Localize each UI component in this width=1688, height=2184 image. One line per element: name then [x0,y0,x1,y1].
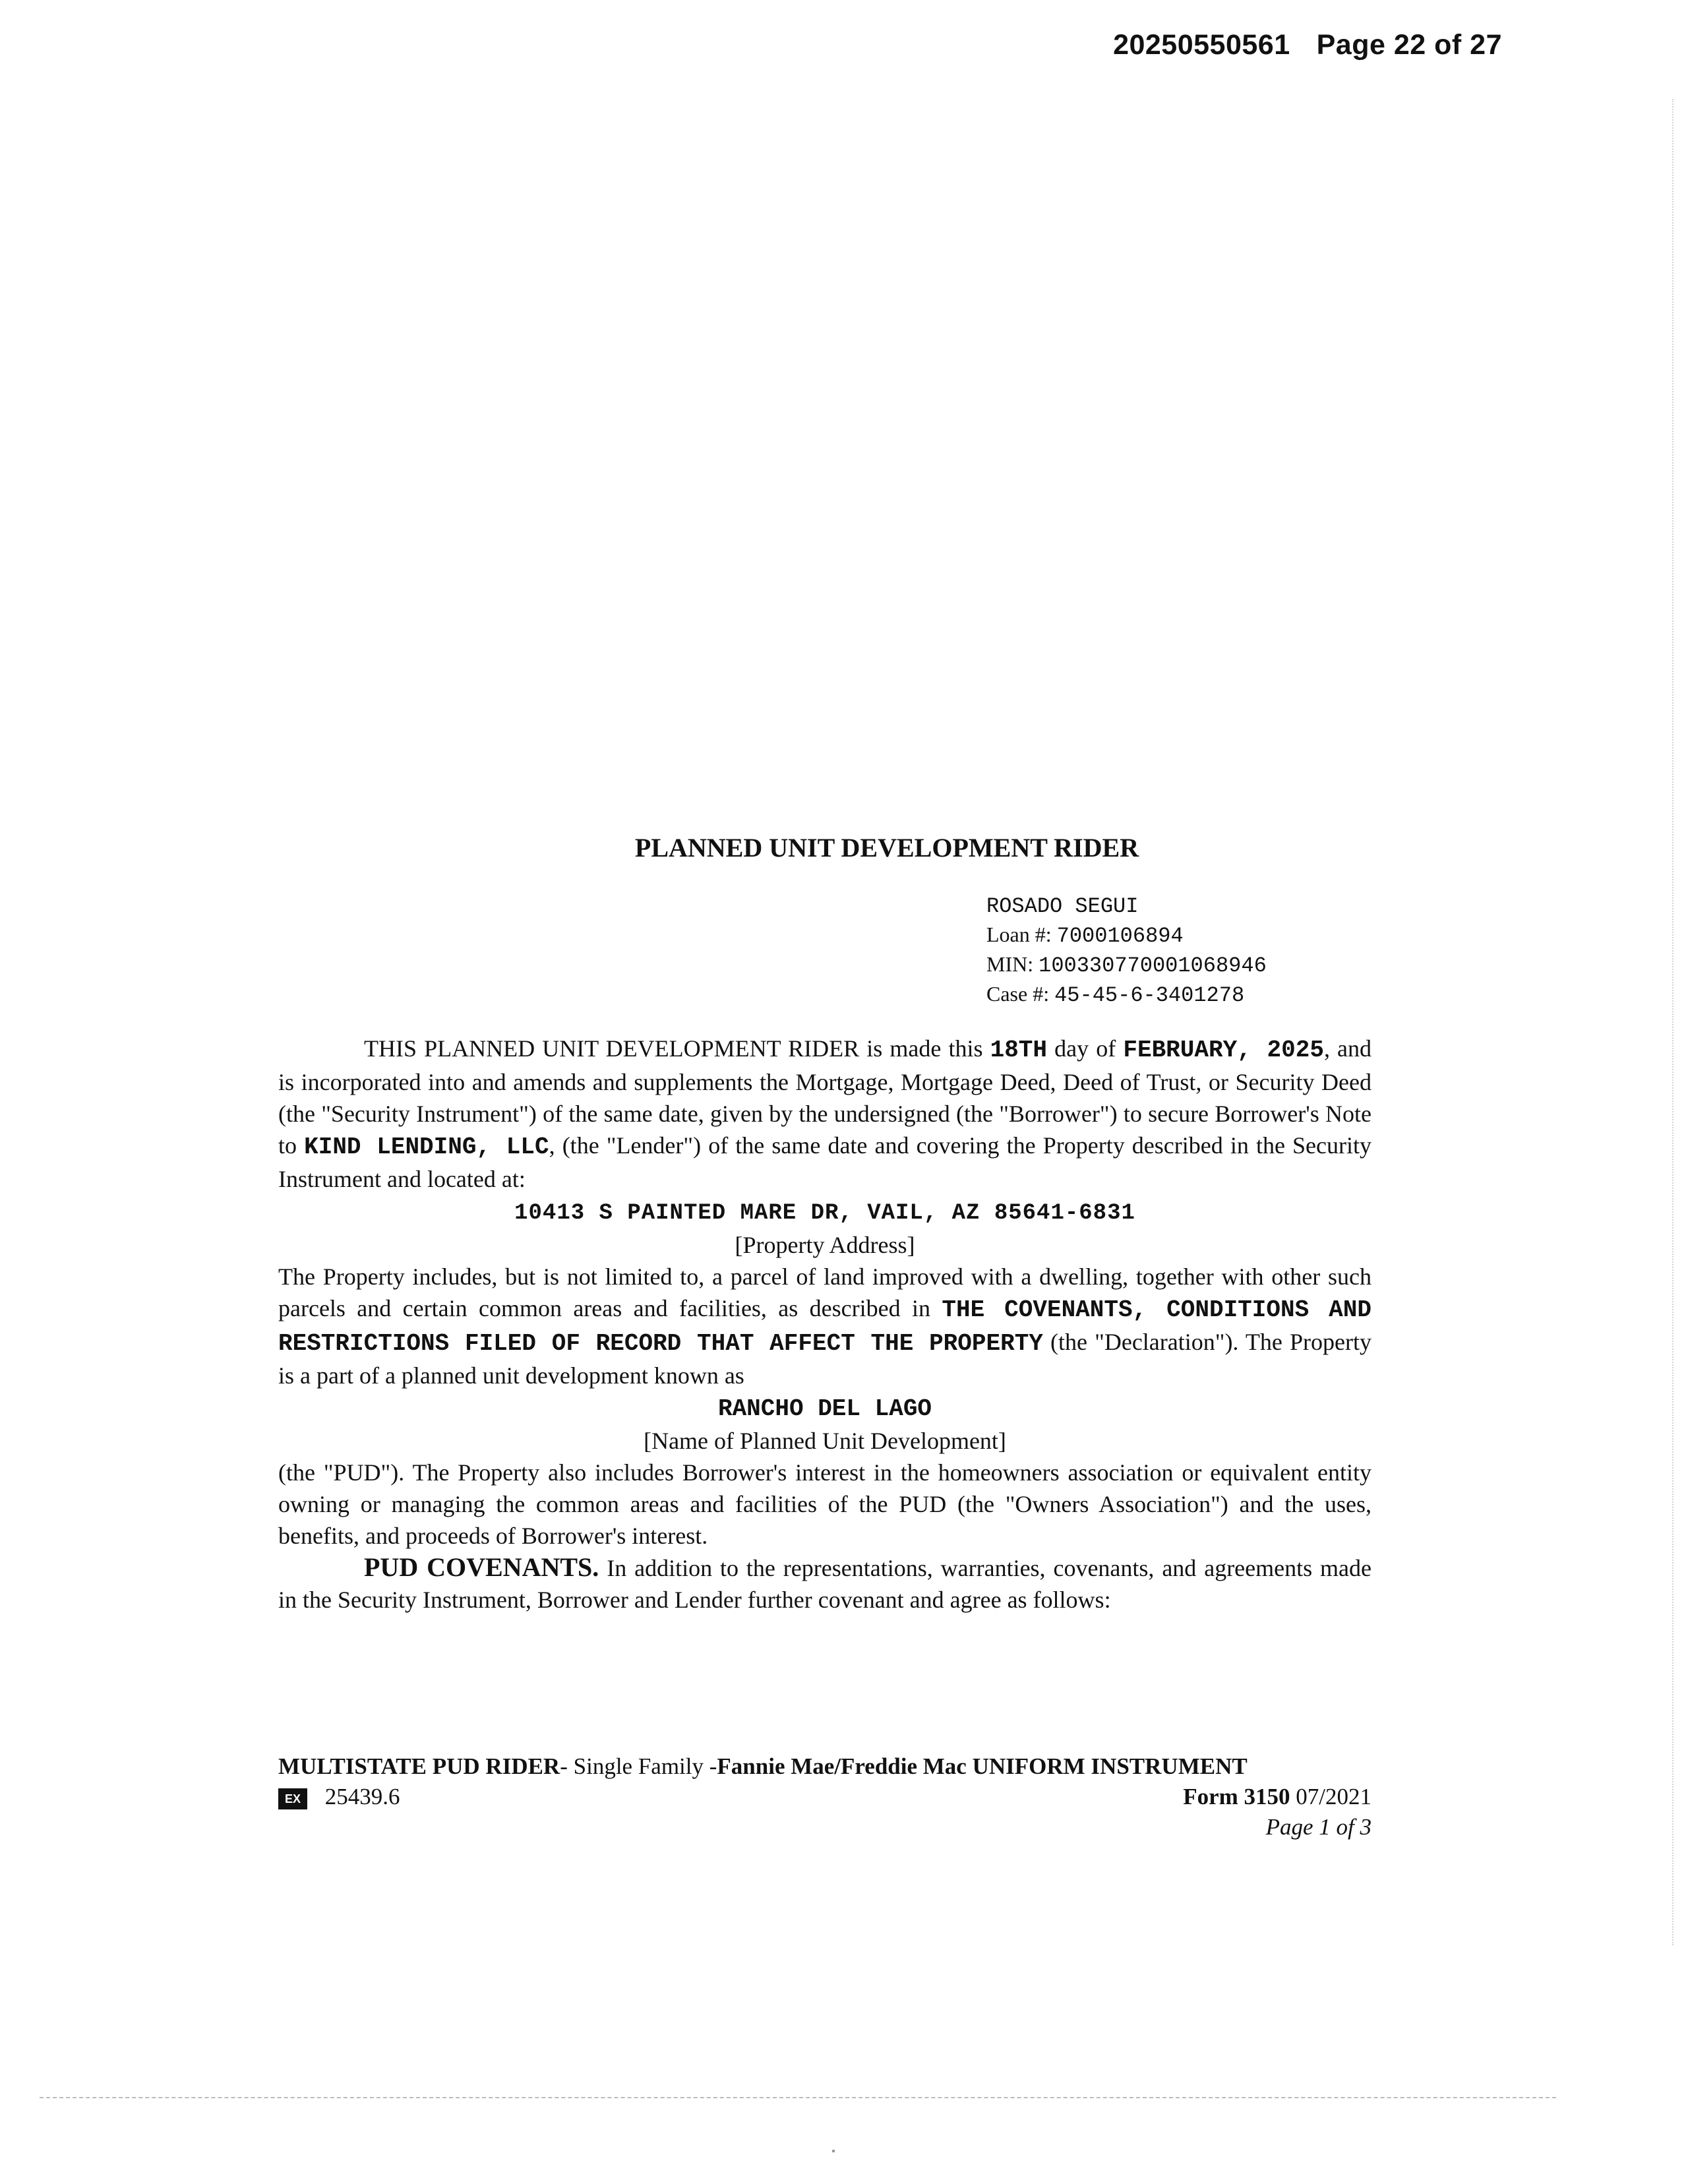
footer-title-b: - Single Family - [560,1753,717,1779]
intro-paragraph [278,1033,1372,1195]
form-footer [278,1751,1372,1842]
property-address: 10413 S PAINTED MARE DR, VAIL, AZ 85641-6831 [514,1201,1135,1226]
pud-paragraph: (the "PUD"). The Property also includes Borrower's interest in the homeowners association or equivalent entity owning or managing the common areas and facilities of the PUD (the "Owners Association") and the uses, benefits, and proceeds of Borrower's interest. [278,1459,1372,1549]
footer-form-row [278,1782,1372,1812]
page-indicator: Page 22 of 27 [1316,29,1502,61]
property-address-caption: [Property Address] [735,1232,915,1258]
document-title: PLANNED UNIT DEVELOPMENT RIDER [634,833,1139,863]
intro-text-a: THIS PLANNED UNIT DEVELOPMENT RIDER is made this [364,1035,983,1062]
footer-title-c: Fannie Mae/Freddie Mac UNIFORM INSTRUMENT [717,1753,1248,1779]
covenants-paragraph [278,1552,1372,1616]
rider-day: 18TH [990,1037,1048,1064]
form-number: Form 3150 [1183,1784,1290,1809]
case-number-value: 45-45-6-3401278 [1054,983,1245,1008]
pud-name: RANCHO DEL LAGO [717,1395,932,1422]
intro-text-b: day of [1054,1035,1116,1062]
footer-title [278,1751,1372,1782]
footer-right [1183,1782,1372,1812]
property-text-a: The Property includes, but is not limited to, a parcel of land improved with a dwelling, together with other such parcels and certain common areas and facilities, as described in [278,1263,1372,1321]
loan-number-value: 7000106894 [1056,924,1184,948]
form-date: 07/2021 [1296,1784,1372,1809]
loan-number-label: Loan #: [986,923,1052,946]
document-number: 20250550561 [1113,29,1290,61]
pud-name-line [278,1391,1372,1425]
property-address-line [278,1195,1372,1229]
covenants-heading: PUD COVENANTS. [364,1552,599,1582]
loan-number-row [986,921,1267,950]
form-page-number: Page 1 of 3 [1265,1814,1372,1840]
rider-month-year: FEBRUARY, 2025 [1123,1037,1324,1064]
footer-left [278,1782,400,1812]
min-value: 100330770001068946 [1039,954,1267,978]
intro-text-d: , (the "Lender") of the same date and covering the Property described in the Security Instrument and located at: [278,1132,1372,1192]
footer-title-a: MULTISTATE PUD RIDER [278,1753,560,1779]
rider-body [278,1033,1372,1616]
borrower-name: ROSADO SEGUI [986,894,1139,919]
ellie-mae-logo-icon: EX [278,1788,307,1809]
borrower-info-block [986,892,1267,1010]
property-paragraph [278,1261,1372,1391]
min-label: MIN: [986,952,1034,976]
min-row [986,950,1267,980]
case-number-label: Case #: [986,982,1050,1006]
scan-artifact-edge [1672,99,1673,1945]
declaration-document: THE COVENANTS, CONDITIONS AND RESTRICTIONS FILED OF RECORD THAT AFFECT THE PROPERTY [278,1296,1372,1357]
covenants-text: In addition to the representations, warranties, covenants, and agreements made in the Security Instrument, Borrower and Lender further covenant and agree as follows: [278,1555,1372,1613]
lender-name: KIND LENDING, LLC [304,1134,549,1161]
scan-artifact-line [40,2097,1556,2098]
case-number-row [986,980,1267,1010]
intro-text-c: , and is incorporated into and amends and supplements the Mortgage, Mortgage Deed, Deed of Trust, or Security Deed (the "Security Instrument") of the same date, given by the undersigned (the "Borrower") to secure Borrower's Note to [278,1035,1372,1159]
recording-stamp [1113,29,1502,61]
form-code: 25439.6 [324,1784,400,1809]
pud-name-caption: [Name of Planned Unit Development] [644,1428,1006,1454]
property-text-b: (the "Declaration"). The Property is a part of a planned unit development known as [278,1329,1372,1389]
scan-artifact-dot [832,2150,835,2152]
